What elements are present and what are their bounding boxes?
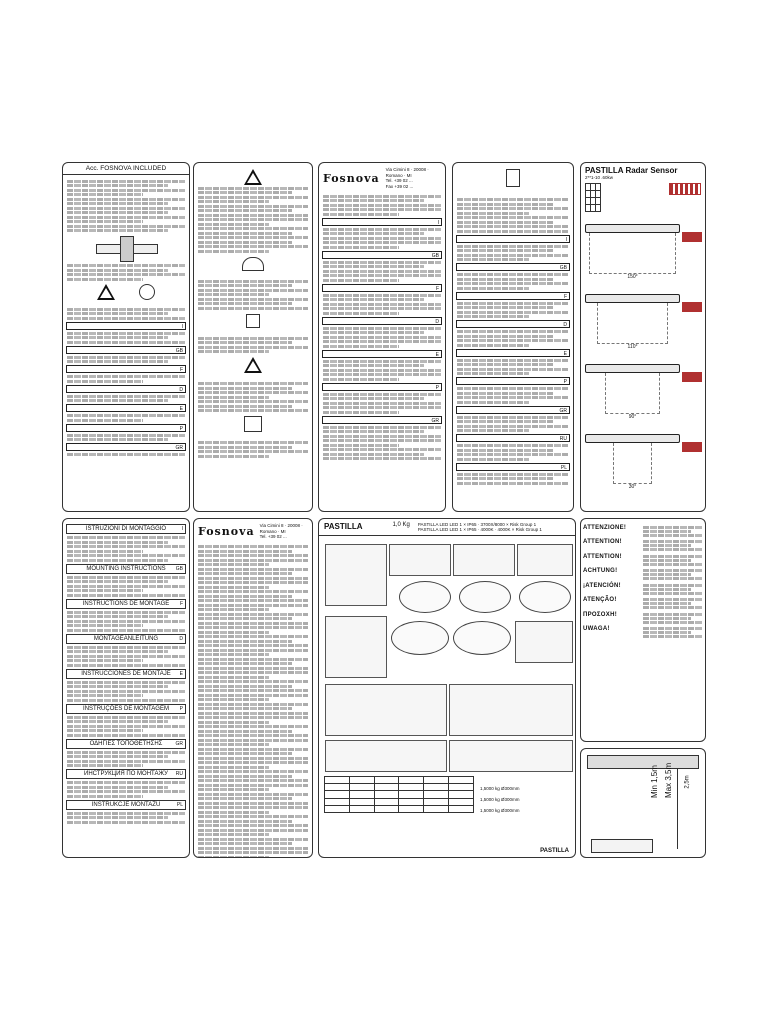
company-panel bbox=[318, 162, 446, 512]
radar-angle-label: 110° bbox=[627, 344, 638, 350]
pastilla-spec-line-1: PASTILLA LED LED 1 × IP65 · 3700X/8000 × Risk Group 1 bbox=[417, 522, 537, 527]
radar-title: PASTILLA Radar Sensor bbox=[585, 166, 678, 175]
section-bar: D bbox=[322, 317, 442, 325]
company-phone: Tel. +39 02 ... bbox=[259, 534, 287, 539]
radar-zone-3 bbox=[585, 364, 680, 420]
warning-row: ATENÇÃO! bbox=[583, 597, 703, 610]
pastilla-spec-line-2: PASTILLA LED LED 1 × IP65 · 4000K · 4000K × Risk Group 1 bbox=[417, 527, 542, 532]
section-bar: GB bbox=[66, 346, 186, 354]
pastilla-footer: PASTILLA bbox=[540, 848, 569, 854]
warning-row: ACHTUNG! bbox=[583, 568, 703, 581]
warning-row: ATTENZIONE! bbox=[583, 525, 703, 538]
warnings-panel bbox=[580, 518, 706, 742]
pastilla-title: PASTILLA bbox=[324, 522, 363, 531]
section-bar: GR bbox=[66, 443, 186, 451]
section-bar: GB bbox=[456, 263, 570, 271]
fixture-illustration bbox=[399, 581, 451, 613]
section-bar: E bbox=[322, 350, 442, 358]
section-bar: P bbox=[456, 377, 570, 385]
accessories-panel bbox=[62, 162, 190, 512]
pastilla-spec: 1,5000 kg Ø300mm bbox=[480, 786, 520, 791]
section-bar: D bbox=[66, 385, 186, 393]
section-bar: GR bbox=[456, 406, 570, 414]
install-section-heading: ИНСТРУКЦИЯ ПО МОНТАЖУ RU bbox=[66, 769, 186, 779]
pastilla-diagram-panel bbox=[318, 518, 576, 858]
radar-angle-label: 90° bbox=[628, 414, 637, 420]
fosnova-logo: Fosnova bbox=[323, 171, 380, 185]
safety-panel bbox=[193, 162, 313, 512]
fixture-illustration bbox=[391, 621, 449, 655]
section-bar: D bbox=[456, 320, 570, 328]
section-bar: F bbox=[322, 284, 442, 292]
lamp-symbol-icon bbox=[242, 257, 264, 271]
fixture-illustration bbox=[519, 581, 571, 613]
fixture-illustration bbox=[459, 581, 511, 613]
radar-subtitle: 2**1-10 .60kw bbox=[585, 175, 614, 180]
install-section-heading: MONTAGEANLEITUNG D bbox=[66, 634, 186, 644]
fosnova-logo: Fosnova bbox=[198, 524, 255, 538]
section-bar: E bbox=[66, 404, 186, 412]
distance-icon bbox=[244, 416, 262, 432]
hot-surface-icon bbox=[244, 357, 262, 373]
radar-zone-1 bbox=[585, 224, 680, 280]
class-ii-icon bbox=[246, 314, 260, 328]
warning-row: ΠΡΟΣΟΧΗ! bbox=[583, 612, 703, 625]
install-section-heading: INSTRUCTIONS DE MONTAGE F bbox=[66, 599, 186, 609]
weee-bin-icon bbox=[506, 169, 520, 187]
warning-row: ATTENTION! bbox=[583, 554, 703, 567]
radar-panel bbox=[580, 162, 706, 512]
pastilla-weight: 1,0 Kg bbox=[392, 522, 410, 528]
section-bar: P bbox=[322, 383, 442, 391]
install-section-heading: ISTRUZIONI DI MONTAGGIO I bbox=[66, 524, 186, 534]
height-2-5m: 2,5m bbox=[684, 775, 691, 789]
company-fax: Fax +39 02 ... bbox=[385, 183, 414, 189]
section-bar: I bbox=[456, 235, 570, 243]
section-bar: I bbox=[66, 322, 186, 330]
accessories-title: Acc. FOSNOVA INCLUDED bbox=[63, 163, 189, 175]
dip-switch-icon bbox=[669, 183, 701, 195]
section-bar: PL bbox=[456, 463, 570, 471]
company-phone: Tel. +39 02 ... bbox=[385, 178, 413, 183]
disposal-panel bbox=[452, 162, 574, 512]
warning-row: ¡ATENCIÓN! bbox=[583, 583, 703, 596]
instructions-text-panel bbox=[193, 518, 313, 858]
pastilla-model-table bbox=[324, 776, 474, 813]
section-bar: GR bbox=[322, 416, 442, 424]
radar-angle-label: 30° bbox=[628, 484, 637, 490]
warning-triangle-icon bbox=[97, 284, 115, 300]
warning-row: UWAGA! bbox=[583, 626, 703, 639]
sensor-circle-icon bbox=[139, 284, 155, 300]
company-address: Via Cimini 8 · 20008 · Romano · MI bbox=[385, 167, 429, 178]
section-bar: F bbox=[456, 292, 570, 300]
install-section-heading: INSTRUKCJE MONTAŻU PL bbox=[66, 800, 186, 810]
installation-panel bbox=[62, 518, 190, 858]
install-section-heading: MOUNTING INSTRUCTIONS GB bbox=[66, 564, 186, 574]
section-bar: RU bbox=[456, 434, 570, 442]
pastilla-spec: 1,5000 kg Ø300mm bbox=[480, 808, 520, 813]
fixture-illustration bbox=[453, 621, 511, 655]
mounting-diagram bbox=[96, 236, 156, 260]
height-min: Min 1,5m bbox=[650, 765, 659, 798]
min-max-box bbox=[580, 762, 706, 856]
section-bar: P bbox=[66, 424, 186, 432]
radar-zone-4 bbox=[585, 434, 680, 490]
hazard-icon bbox=[244, 169, 262, 185]
company-address: Via Cimini 8 · 20008 · Romano · MI bbox=[259, 523, 303, 534]
install-section-heading: INSTRUÇÕES DE MONTAGEM P bbox=[66, 704, 186, 714]
section-bar: E bbox=[456, 349, 570, 357]
install-section-heading: ΟΔΗΓΙΕΣ ΤΟΠΟΘΕΤΗΣΗΣ GR bbox=[66, 739, 186, 749]
radar-settings-table bbox=[585, 183, 601, 212]
radar-angle-label: 150° bbox=[627, 274, 638, 280]
pastilla-spec: 1,5000 kg Ø300mm bbox=[480, 797, 520, 802]
section-bar: GB bbox=[322, 251, 442, 259]
install-section-heading: INSTRUCCIONES DE MONTAJE E bbox=[66, 669, 186, 679]
section-bar: I bbox=[322, 218, 442, 226]
height-max: Max 3,5m bbox=[664, 762, 673, 798]
warning-row: ATTENTION! bbox=[583, 539, 703, 552]
section-bar: F bbox=[66, 365, 186, 373]
radar-zone-2 bbox=[585, 294, 680, 350]
